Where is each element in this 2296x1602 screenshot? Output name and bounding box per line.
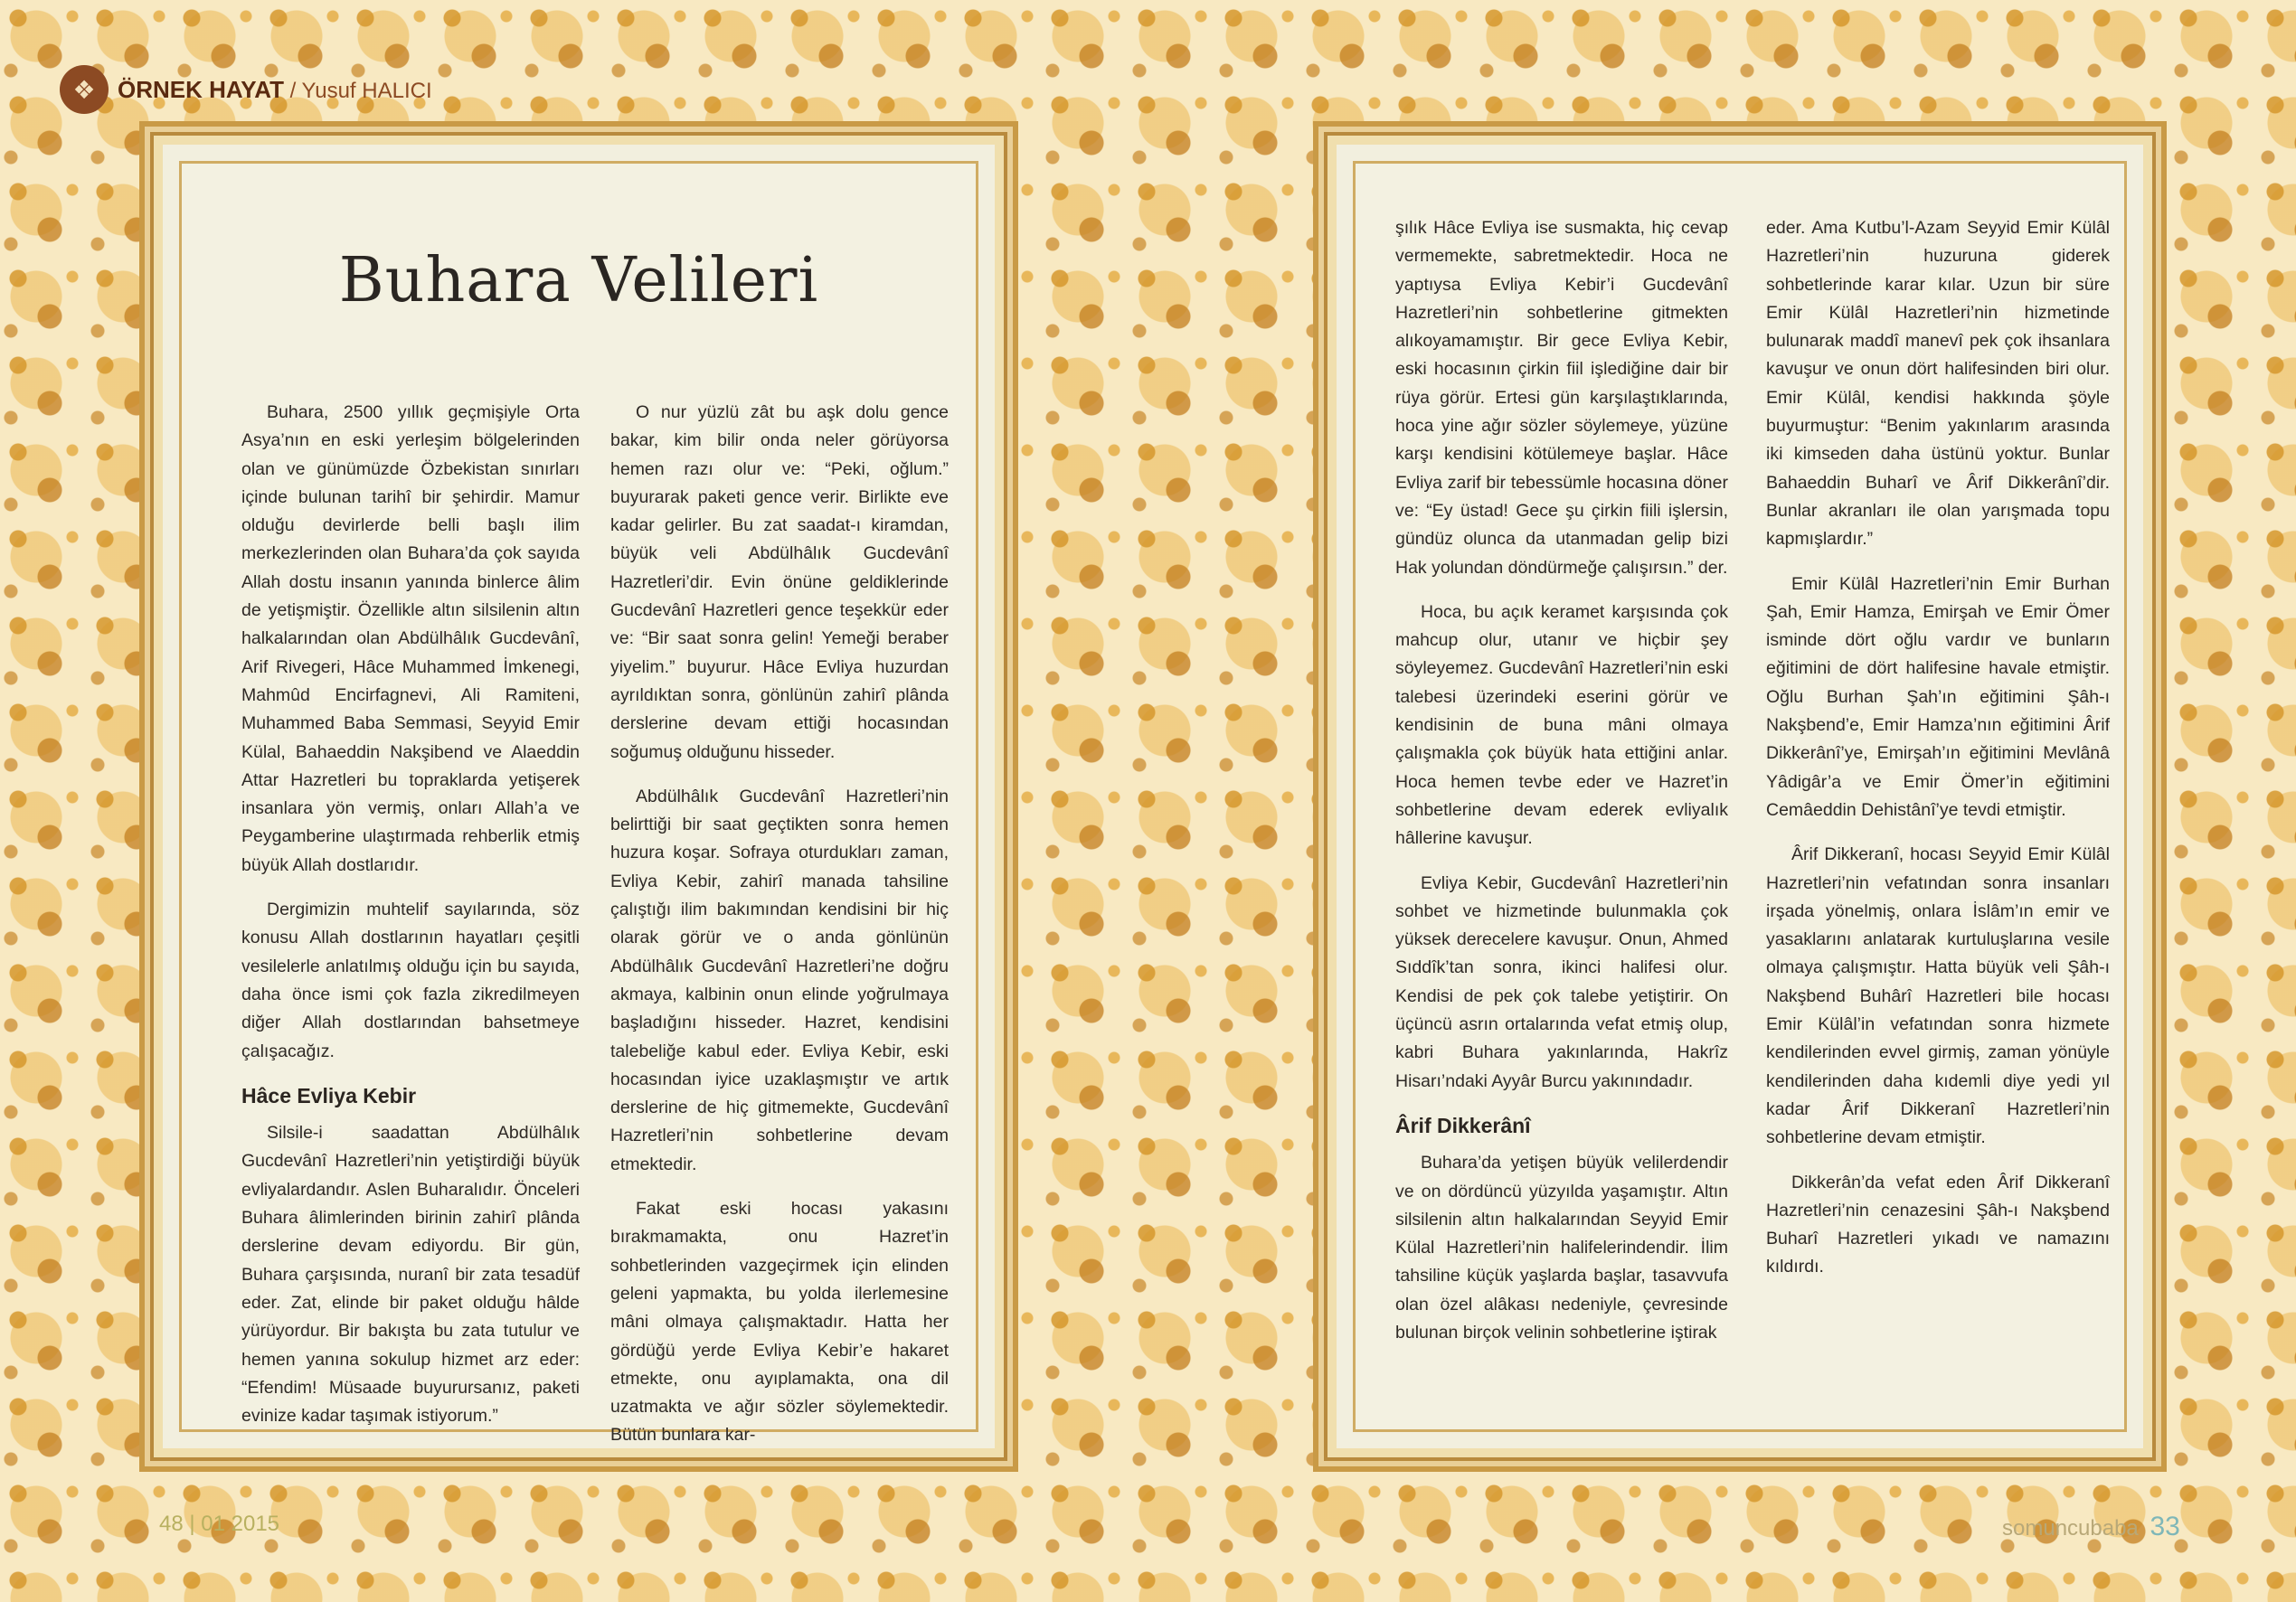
left-page-border <box>154 136 1004 1457</box>
paragraph: Ârif Dikkeranî, hocası Seyyid Emir Külâl Hazretleri’nin vefatından sonra insanları irşada yönelmiş, onlara İslâm’ın emir ve yasaklarını anlatarak kurtuluşlarına vesile olmaya çalışmıştır. Hatta büyük veli Şâh-ı Nakşbend Buhârî Hazretleri bile hocası Emir Külâl’in vefatından sonra hizmete kendilerinden evvel girmiş, zaman yönüyle kendilerinden daha kıdemli diye yedi yıl kadar Ârif Dikkeranî Hazretleri’nin sohbetlerine devam etmiştir. <box>1766 844 2110 1148</box>
footer-right <box>2002 1512 2180 1542</box>
column-3 <box>1395 214 1728 1363</box>
page-number: 33 <box>2150 1512 2180 1541</box>
left-page-frame <box>139 121 1018 1472</box>
subheading: Hâce Evliya Kebir <box>241 1083 417 1107</box>
paragraph: Buhara, 2500 yıllık geçmişiyle Orta Asya’nın en eski yerleşim bölgelerinden olan ve günümüzde Özbekistan sınırları içinde bulunan tarihî bir şehirdir. Mamur olduğu devirlerde belli başlı ilim merkezlerinden olan Buhara’da çok sayıda Allah dostu insanın yanında binlerce âlim de yetişmiştir. Özellikle altın silsilenin altın halkalarından olan Abdülhâlık Gucdevânî, Arif Rivegeri, Hâce Muhammed İmkenegi, Mahmûd Encirfagnevi, Ali Ramiteni, Muhammed Baba Semmasi, Seyyid Emir Külal, Bahaeddin Nakşibend ve Alaeddin Attar Hazretleri bu topraklarda yetişerek insanlara yön vermiş, onları Allah’a ve Peygamberine ulaştırmada rehberlik etmiş büyük Allah dostlarıdır. <box>241 402 580 875</box>
separator: / <box>283 78 302 103</box>
right-page-border <box>1328 136 2152 1457</box>
footer-left: 48 | 01 2015 <box>159 1512 280 1536</box>
author-name: Yusuf HALICI <box>301 78 432 103</box>
article-title: Buhara Velileri <box>338 245 819 316</box>
paragraph: Dikkerân’da vefat eden Ârif Dikkeranî Hazretleri’nin cenazesini Şâh-ı Nakşbend Buharî Hazretleri yıkadı ve namazını kıldırdı. <box>1766 1172 2110 1277</box>
paragraph: Dergimizin muhtelif sayılarında, söz konusu Allah dostlarının hayatları çeşitli vesilelerle anlatılmış olduğu için bu sayıda, daha önce ismi çok fazla zikredilmeyen diğer Allah dostlarından bahsetmeye çalışacağız. <box>241 900 580 1061</box>
column-1 <box>241 399 580 1447</box>
right-page-frame <box>1313 121 2167 1472</box>
paragraph: Evliya Kebir, Gucdevânî Hazretleri’nin sohbet ve hizmetinde bulunmakla çok yüksek derecelere kavuşur. Onun, Ahmed Sıddîk’tan sonra, ikinci halifesi olur. Kendisi de pek çok talebe yetiştirir. On üçüncü asrın ortalarında vefat etmiş olup, kabri Buhara yakınlarında, Hakrîz Hisarı’ndaki Ayyâr Burcu yakınındadır. <box>1395 872 1728 1091</box>
magazine-brand: somuncubaba <box>2002 1516 2139 1541</box>
diamond-flower-icon: ❖ <box>60 65 109 114</box>
paragraph: Abdülhâlık Gucdevânî Hazretleri’nin belirttiği bir saat geçtikten sonra hemen huzura koşar. Sofraya oturdukları zaman, Evliya Kebir, zahirî manada tahsiline çalıştığı ilim bakımından kendisini bir hiç olarak görür ve o anda gönlünün Abdülhâlık Gucdevânî Hazretleri’ne doğru akmaya, kalbinin onun elinde yoğrulmaya başladığını hisseder. Hazret, kendisini talebeliğe kabul eder. Evliya Kebir, eski hocasından iyice uzaklaşmıştır ve artık derslerine de hiç gitmemekte, Gucdevânî Hazretleri’nin sohbetlerine devam etmektedir. <box>610 786 949 1174</box>
right-page-content <box>1353 161 2127 1432</box>
paragraph: Hoca, bu açık keramet karşısında çok mahcup olur, utanır ve hiçbir şey söyleyemez. Gucdevânî Hazretleri’nin eski talebesi üzerindeki eserini görür ve kendisinin de buna mâni olmaya çalışmakla çok büyük hata ettiğini anlar. Hoca hemen tevbe eder ve Hazret’in sohbetlerine devam ederek evliyalık hâllerine kavuşur. <box>1395 601 1728 849</box>
paragraph: eder. Ama Kutbu’l-Azam Seyyid Emir Külâl Hazretleri’nin huzuruna giderek sohbetlerinde karar kılar. Uzun bir süre Emir Külâl Hazretleri’nin hizmetinde bulunarak maddî manevî pek çok ihsanlara kavuşur ve onun dört halifesinden biri olur. Emir Külâl, kendisi hakkında şöyle buyurmuştur: “Benim yakınlarım arasında iki kimseden daha üstünü yoktur. Bunlar Bahaeddin Buharî ve Ârif Dikkerânî’dir. Bunlar akranları ile olan yarışmada topu kapmışlardır.” <box>1766 218 2110 550</box>
paragraph: O nur yüzlü zât bu aşk dolu gence bakar, kim bilir onda neler görüyorsa hemen razı olur ve: “Peki, oğlum.” buyurarak paketi gence verir. Birlikte eve kadar gelirler. Bu zat saadat-ı kiramdan, büyük veli Abdülhâlık Gucdevânî Hazretleri’dir. Evin önüne geldiklerinde Gucdevânî Hazretleri gence teşekkür eder ve: “Bir saat sonra gelin! Yemeği beraber yiyelim.” buyurur. Hâce Evliya huzurdan ayrıldıktan sonra, gönlünün zahirî plânda derslerine devam ettiği hocasından soğumuş olduğunu hisseder. <box>610 402 949 762</box>
section-label: ÖRNEK HAYAT <box>118 75 284 103</box>
paragraph: şılık Hâce Evliya ise susmakta, hiç cevap vermemekte, sabretmektedir. Hoca ne yaptıysa Evliya Kebir’i Gucdevânî Hazretleri’nin sohbetlerine gitmekten alıkoyamamıştır. Bir gece Evliya Kebir, eski hocasının çirkin fiil işlediğine dair bir rüya görür. Ertesi gün karşılaştıklarında, hoca yine ağır sözler söylemeye, yüzüne karşı kendisini kötülemeye başlar. Hâce Evliya zarif bir tebessümle hocasına döner ve: “Ey üstad! Gece şu çirkin fiili işlersin, gündüz olunca da utanmadan gelip bizi Hak yolundan döndürmeğe çalışırsın.” der. <box>1395 218 1728 578</box>
left-page-content <box>179 161 978 1446</box>
paragraph: Emir Külâl Hazretleri’nin Emir Burhan Şah, Emir Hamza, Emirşah ve Emir Ömer isminde dört oğlu vardır ve bunların eğitimini de dört halifesine havale etmiştir. Oğlu Burhan Şah’ın eğitimini Şâh-ı Nakşbend’e, Emir Hamza’nın eğitimini Ârif Dikkerânî’ye, Emirşah’ın eğitimini Mevlânâ Yâdigâr’a ve Emir Ömer’in eğitimini Cemâeddin Dehistânî’ye tevdi etmiştir. <box>1766 573 2110 820</box>
paragraph: Silsile-i saadattan Abdülhâlık Gucdevânî Hazretleri’nin yetiştirdiği büyük evliyalardandır. Aslen Buharalıdır. Önceleri Buhara âlimlerinden birinin zahirî plânda derslerine devam ediyordu. Bir gün, Buhara çarşısında, nuranî bir zata tesadüf eder. Zat, elinde bir paket olduğu hâlde yürüyordur. Bir bakışta bu zata tutulur ve hemen yanına sokulup hizmet arz eder: “Efendim! Müsaade buyurursanız, paketi evinize kadar taşımak istiyorum.” <box>241 1123 580 1427</box>
column-2 <box>610 399 949 1466</box>
subheading: Ârif Dikkerânî <box>1395 1113 1531 1137</box>
page-header <box>60 65 432 114</box>
column-4 <box>1766 214 2110 1298</box>
paragraph: Fakat eski hocası yakasını bırakmamakta, onu Hazret’in sohbetlerinden vazgeçirmek için elinden geleni yapmakta, bu yolda ilerlemesine mâni olmaya çalışmaktadır. Hatta her gördüğü yerde Evliya Kebir’e hakaret etmekte, onu ayıplamakta, ona dil uzatmakta ve ağır sözler söylemektedir. Bütün bunlara kar- <box>610 1199 949 1446</box>
paragraph: Buhara’da yetişen büyük velilerdendir ve on dördüncü yüzyılda yaşamıştır. Altın silsilenin altın halkalarından Seyyid Emir Külal Hazretleri’nin halifelerindendir. İlim tahsiline küçük yaşlarda başlar, tasavvufa olan özel alâkası nedeniyle, çevresinde bulunan birçok velinin sohbetlerine iştirak <box>1395 1153 1728 1343</box>
